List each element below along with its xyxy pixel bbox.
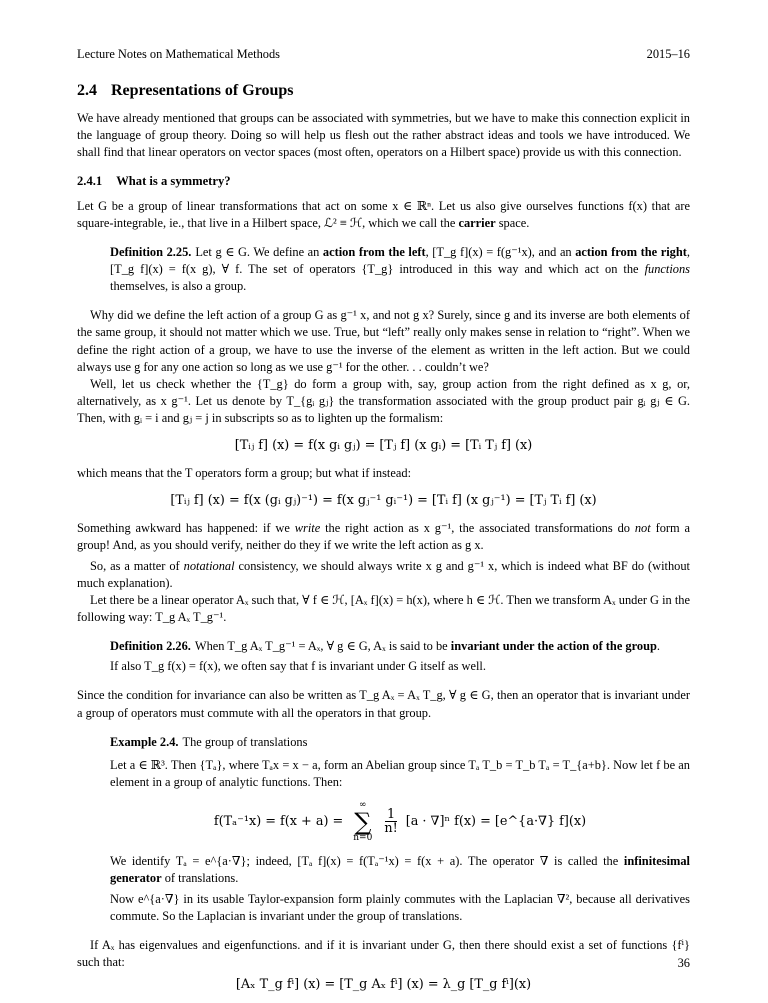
paragraph-left-right-action: Why did we define the left action of a group G as g⁻¹ x, and not g x? Surely, since g and its inverse are both elements of the same group, it should not matter which we use. True, but “left” really only makes sense in relation to “right”. When we define the right action of a group, we have to use the inverse of the element as written in the left action. But we could always use g for any one action so long as we use g⁻¹ for the other. . . couldn’t we? xyxy=(77,308,690,374)
paragraph-linear-operator: Let there be a linear operator Aₓ such that, ∀ f ∈ ℋ, [Aₓ f](x) = h(x), where h ∈ ℋ. Then we transform Aₓ under G in the following way: T_g Aₓ T_g⁻¹. xyxy=(77,592,690,625)
term-infinitesimal-generator: infinitesimal generator xyxy=(110,853,690,886)
intro-paragraph: We have already mentioned that groups can be associated with symmetries, but we have to make this connection explicit in the language of group theory. Doing so will help us flesh out the rather abstract ideas and tools we have introduced. We shall find that linear operators on vector spaces (most often, operators on a Hilbert space) provide us with this connection. xyxy=(77,111,690,160)
paragraph-awkward: Something awkward has happened: if we write the right action as x g⁻¹, the associated transformations do not form a group! And, as you should verify, neither do they if we write the left action as g x. xyxy=(77,520,691,552)
definition-2-26: Definition 2.26. When T_g Aₓ T_g⁻¹ = Aₓ, ∀ g ∈ G, Aₓ is said to be invariant under the action of the group. If also T_g f(x) = f(x), we often say that f is invariant under G itself as well. xyxy=(110,639,660,674)
equation-group-product: [Tᵢⱼ f] (x) = f(x gᵢ gⱼ) = [Tⱼ f] (x gᵢ) = [Tᵢ Tⱼ f] (x) xyxy=(234,438,533,454)
paragraph-group-check: Well, let us check whether the {T_g} do form a group with, say, group action from the right defined as x g, or, alternatively, as x g⁻¹. Let us denote by T_{gᵢ gⱼ} the transformation associated with the group product pair gᵢ gⱼ ∈ G. Then, with gᵢ = i and gⱼ = j in subscripts so as to lighten up the formalism: xyxy=(77,376,690,425)
paragraph-eigenfunctions: If Aₓ has eigenvalues and eigenfunctions. and if it is invariant under G, then there should exist a set of functions {fⁱ} such that: xyxy=(77,938,690,970)
summation-symbol: ∞ ∑ n=0 xyxy=(353,799,373,843)
paragraph-what-if: which means that the T operators form a group; but what if instead: xyxy=(77,465,412,480)
example-label: Example 2.4. xyxy=(110,734,179,749)
equation-eigen: [Aₓ T_g fⁱ] (x) = [T_g Aₓ fⁱ] (x) = λ_g [T_g fⁱ](x) xyxy=(235,976,532,992)
section-title: Representations of Groups xyxy=(111,82,294,99)
header-year: 2015–16 xyxy=(646,47,690,61)
page-content xyxy=(77,80,690,1003)
definition-2-25: Definition 2.25. Let g ∈ G. We define an action from the left, [T_g f](x) = f(g⁻¹x), and an action from the right, [T_g f](x) = f(x g), ∀ f. The set of operators {T_g} introduced in this way and which act on the functions themselves, is also a group. xyxy=(110,245,690,294)
equation-translation-series: f(Tₐ⁻¹x) = f(x + a) = ∞ ∑ n=0 $\frac{1}{n!}$ [a · ∇]ⁿ f(x) = [e^{a·∇} f](x) xyxy=(213,799,587,843)
fraction: $\frac{1}{n!}$ xyxy=(384,807,398,837)
example-2-4: Example 2.4. The group of translations Let a ∈ ℝ³. Then {Tₐ}, where Tₐx = x − a, form an Abelian group since Tₐ T_b = T_b Tₐ = T_{a+b}. Now let f be an element in a group of analytic functions. Then: f(Tₐ⁻¹x) = f(x + a) = ∞ ∑ n=0 $\frac{1}{n!}$ [a · ∇]ⁿ f(x) = [e^{a·∇} f](x) We identify Tₐ = e^{a·∇}; indeed, [Tₐ f](x) = f(Tₐ⁻¹x) = f(x + a). The operator ∇ is called the infinitesimal generator of translations. Now e^{a·∇} in its usable Taylor-expansion form plainly commutes with the Laplacian ∇², because all derivatives commute. So the Laplacian is invariant under the group of translations. xyxy=(110,734,690,924)
section-heading xyxy=(77,80,690,102)
subsection-title: What is a symmetry? xyxy=(116,174,231,189)
section-number: 2.4 xyxy=(77,82,97,99)
definition-label: Definition 2.26. xyxy=(110,639,191,654)
term-carrier: carrier xyxy=(458,215,496,230)
subsection-heading xyxy=(77,173,690,190)
subsection-number: 2.4.1 xyxy=(77,174,103,189)
definition-label: Definition 2.25. xyxy=(110,245,192,259)
running-header xyxy=(77,46,690,63)
header-title: Lecture Notes on Mathematical Methods xyxy=(77,47,281,61)
equation-awkward: [Tᵢⱼ f] (x) = f(x (gᵢ gⱼ)⁻¹) = f(x gⱼ⁻¹ gᵢ⁻¹) = [Tᵢ f] (x gⱼ⁻¹) = [Tⱼ Tᵢ f] (x) xyxy=(170,492,597,508)
page-number: 36 xyxy=(677,955,690,970)
paragraph-carrier-space: Let G be a group of linear transformations that act on some x ∈ ℝⁿ. Let us also give ourselves functions f(x) that are square-integrable, ie., that live in a Hilbert space, ℒ² ≡ ℋ, which we call the carrier space. xyxy=(77,198,690,230)
paragraph-notation: So, as a matter of notational consistency, we should always write x g and g⁻¹ x, which is indeed what BF do (without much explanation). xyxy=(77,558,690,590)
paragraph-commute: Since the condition for invariance can also be written as T_g Aₓ = Aₓ T_g, ∀ g ∈ G, then an operator that is invariant under a group of operators must commute with all the operators in that group. xyxy=(77,688,690,720)
